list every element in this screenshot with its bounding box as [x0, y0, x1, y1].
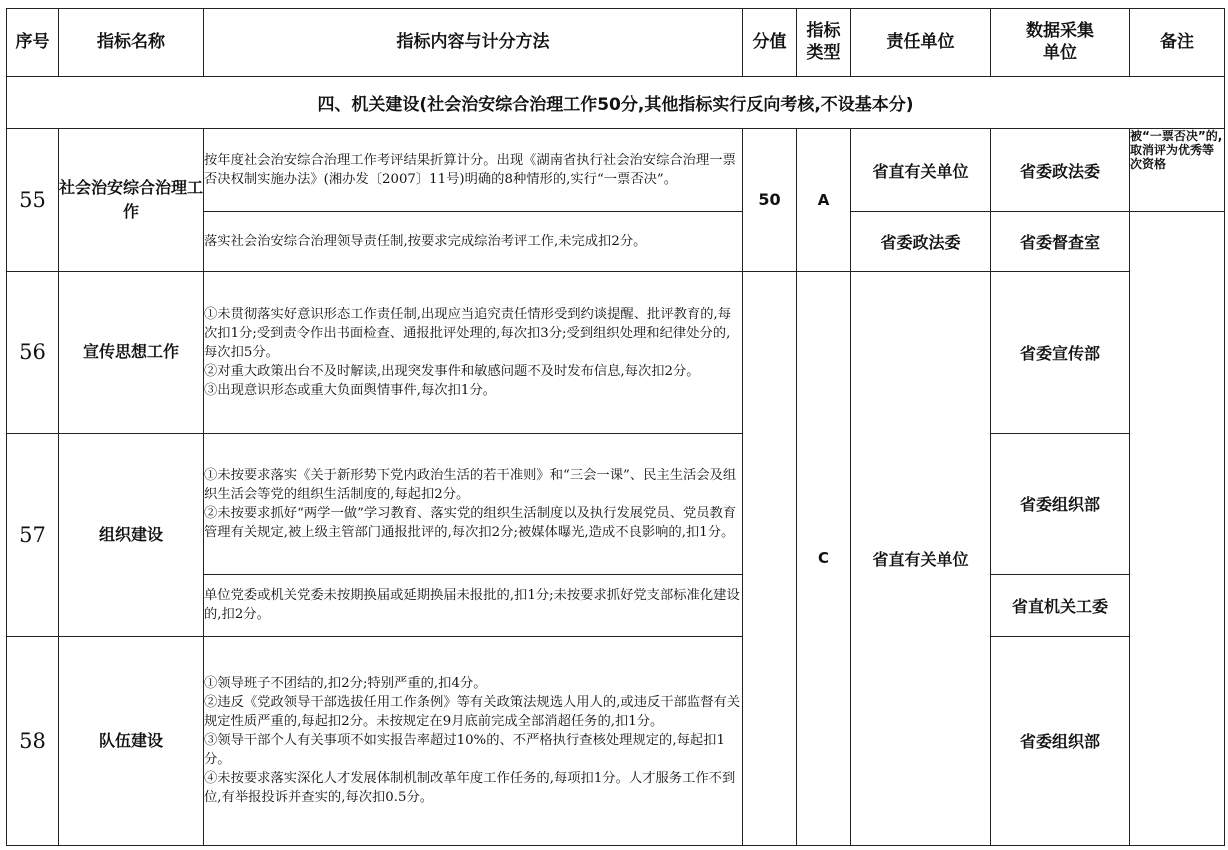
content-item: ④未按要求落实深化人才发展体制机制改革年度工作任务的,每项扣1分。人才服务工作不到位,有举报投诉并查实的,每次扣0.5分。 [204, 771, 736, 806]
row-collect: 省委督查室 [991, 212, 1130, 271]
content-item: ③出现意识形态或重大负面舆情事件,每次扣1分。 [204, 382, 496, 398]
row-content [204, 271, 743, 433]
row-name: 队伍建设 [59, 636, 204, 845]
row-resp: 省委政法委 [851, 212, 991, 271]
row-score: 50 [743, 129, 797, 272]
row-collect: 省委宣传部 [991, 271, 1130, 433]
row-collect: 省委政法委 [991, 129, 1130, 212]
header-row [7, 9, 1225, 77]
content-item: ①未按要求落实《关于新形势下党内政治生活的若干准则》和“三会一课”、民主生活会及组织生活会等党的组织生活制度的,每起扣2分。 [204, 467, 737, 502]
row-name: 组织建设 [59, 433, 204, 636]
indicator-table [6, 8, 1225, 846]
header-note: 备注 [1130, 9, 1225, 77]
header-collect [991, 9, 1130, 77]
content-item: ②对重大政策出台不及时解读,出现突发事件和敏感问题不及时发布信息,每次扣2分。 [204, 363, 700, 379]
header-collect-line2: 单位 [1043, 43, 1077, 64]
header-collect-line1: 数据采集 [1026, 21, 1094, 42]
row-seq: 56 [7, 271, 59, 433]
header-resp: 责任单位 [851, 9, 991, 77]
section-title: 四、机关建设(社会治安综合治理工作50分,其他指标实行反向考核,不设基本分) [7, 76, 1225, 128]
row-collect: 省委组织部 [991, 433, 1130, 575]
header-type-line1: 指标 [806, 21, 841, 42]
row-type: A [797, 129, 851, 272]
header-type [797, 9, 851, 77]
content-item: ①未贯彻落实好意识形态工作责任制,出现应当追究责任情形受到约谈提醒、批评教育的,每次扣1分;受到责令作出书面检查、通报批评处理的,每次扣3分;受到组织处理和纪律处分的,每次扣5分。 [204, 306, 732, 360]
table-row [7, 433, 1225, 575]
row-seq: 55 [7, 129, 59, 272]
content-item: ③领导干部个人有关事项不如实报告率超过10%的、不严格执行查核处理规定的,每起扣1分。 [204, 733, 725, 768]
row-content: 落实社会治安综合治理领导责任制,按要求完成综治考评工作,未完成扣2分。 [204, 212, 743, 271]
row-resp: 省直有关单位 [851, 271, 991, 845]
table-row [7, 636, 1225, 845]
row-content: 按年度社会治安综合治理工作考评结果折算计分。出现《湖南省执行社会治安综合治理一票否决权制实施办法》(湘办发〔2007〕11号)明确的8种情形的,实行“一票否决”。 [204, 129, 743, 212]
table-row [7, 129, 1225, 212]
row-type: C [797, 271, 851, 845]
row-seq: 58 [7, 636, 59, 845]
row-seq: 57 [7, 433, 59, 636]
header-score: 分值 [743, 9, 797, 77]
row-note: 被“一票否决”的,取消评为优秀等次资格 [1130, 129, 1225, 212]
row-resp: 省直有关单位 [851, 129, 991, 212]
header-seq: 序号 [7, 9, 59, 77]
empty-note [1130, 212, 1225, 846]
row-name: 社会治安综合治理工作 [59, 129, 204, 272]
content-item: ②违反《党政领导干部选拔任用工作条例》等有关政策法规选人用人的,或违反干部监督有关规定性质严重的,每起扣2分。未按规定在9月底前完成全部消超任务的,扣1分。 [204, 695, 741, 730]
header-type-line2: 类型 [806, 43, 841, 64]
row-content [204, 636, 743, 845]
section-row [7, 76, 1225, 128]
row-content [204, 433, 743, 575]
empty-score [743, 271, 797, 845]
content-item: ①领导班子不团结的,扣2分;特别严重的,扣4分。 [204, 676, 487, 692]
row-collect: 省委组织部 [991, 636, 1130, 845]
header-content: 指标内容与计分方法 [204, 9, 743, 77]
content-item: ②未按要求抓好“两学一做”学习教育、落实党的组织生活制度以及执行发展党员、党员教育管理有关规定,被上级主管部门通报批评的,每次扣2分;被媒体曝光,造成不良影响的,扣1分。 [204, 505, 737, 540]
row-collect: 省直机关工委 [991, 575, 1130, 637]
header-name: 指标名称 [59, 9, 204, 77]
row-name: 宣传思想工作 [59, 271, 204, 433]
row-content: 单位党委或机关党委未按期换届或延期换届未报批的,扣1分;未按要求抓好党支部标准化建设的,扣2分。 [204, 575, 743, 637]
table-row [7, 271, 1225, 433]
